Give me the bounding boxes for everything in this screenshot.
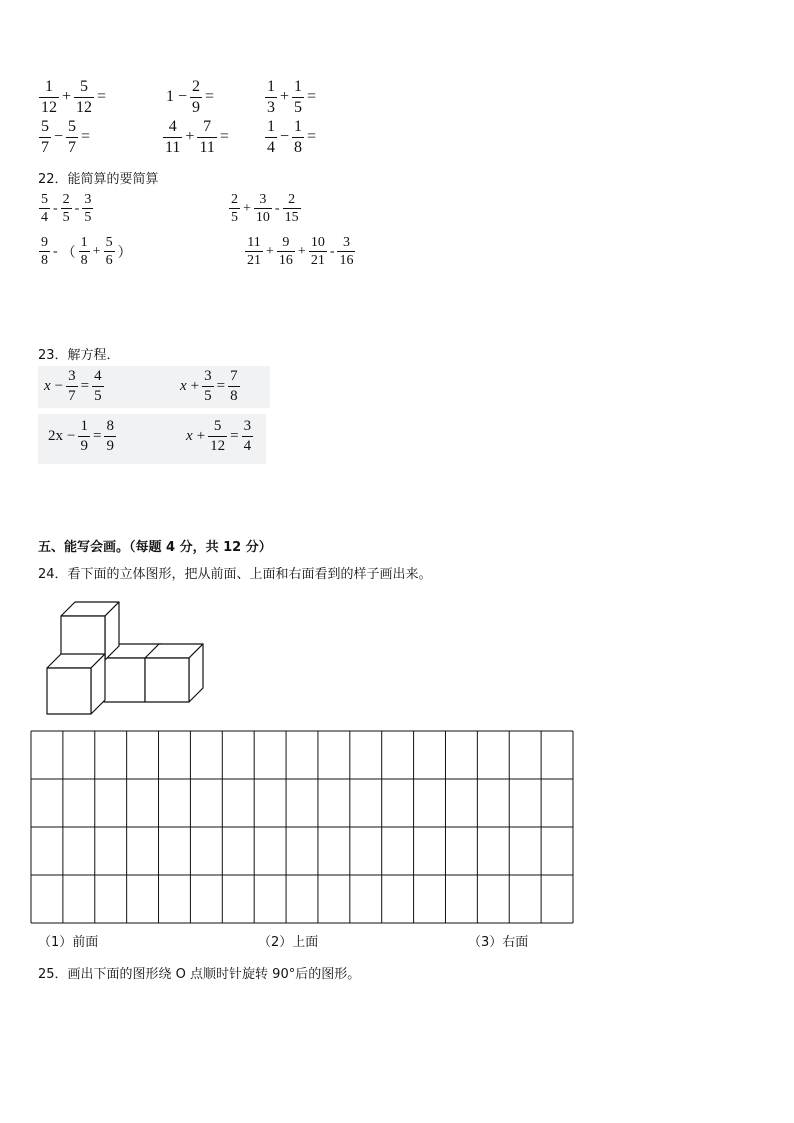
q22-expr-1: $\frac{5}{4}$ - $\frac{2}{5}$ - $\frac{3}{5}$ (41, 192, 92, 226)
q23-equation-1: x − $\frac{3}{7}$ = $\frac{4}{5}$ (44, 368, 102, 404)
fraction: $\frac{9}{8}$ (41, 235, 48, 269)
fraction: $\frac{4}{5}$ (94, 368, 102, 404)
fraction: $\frac{1}{9}$ (80, 418, 88, 454)
fraction: $\frac{3}{5}$ (204, 368, 212, 404)
caption-right-view: （3）右面 (468, 935, 529, 950)
cube-face (47, 668, 91, 714)
expr-1-3: $\frac{1}{3}$ + $\frac{1}{5}$ = (267, 78, 317, 116)
fraction: $\frac{2}{15}$ (284, 192, 299, 226)
expr-2-3: $\frac{1}{4}$ − $\frac{1}{8}$ = (267, 118, 317, 156)
expr-2-2: $\frac{4}{11}$ + $\frac{7}{11}$ = (165, 118, 229, 156)
q22-expr-4: $\frac{11}{21}$ + $\frac{9}{16}$ + $\frac{10}{21}$ - $\frac{3}{16}$ (247, 235, 354, 269)
cube-figure (40, 598, 210, 720)
fraction: $\frac{8}{9}$ (106, 418, 114, 454)
fraction: $\frac{2}{5}$ (231, 192, 238, 226)
q24-title: 24．看下面的立体图形，把从前面、上面和右面看到的样子画出来。 (38, 567, 432, 582)
fraction: $\frac{3}{4}$ (243, 418, 252, 454)
fraction: $\frac{5}{6}$ (105, 235, 113, 269)
fraction: $\frac{3}{7}$ (68, 368, 76, 404)
fraction: $\frac{10}{21}$ (310, 235, 325, 269)
fraction: $\frac{7}{11}$ (199, 118, 215, 156)
fraction: $\frac{1}{8}$ (294, 118, 303, 156)
expr-1-1: $\frac{1}{12}$ + $\frac{5}{12}$ = (41, 78, 107, 116)
q23-title: 23．解方程． (38, 348, 120, 363)
expr-1-2: 1 − $\frac{2}{9}$ = (166, 78, 215, 116)
q23-equation-4: x + $\frac{5}{12}$ = $\frac{3}{4}$ (186, 418, 252, 454)
fraction: $\frac{5}{7}$ (68, 118, 77, 156)
drawing-grid[interactable] (30, 730, 574, 924)
q22-expr-2: $\frac{2}{5}$ + $\frac{3}{10}$ - $\frac{2}{15}$ (231, 192, 299, 226)
fraction: $\frac{2}{9}$ (192, 78, 201, 116)
fraction: $\frac{1}{4}$ (267, 118, 275, 156)
fraction: $\frac{5}{12}$ (210, 418, 226, 454)
q23-equation-3: 2x − $\frac{1}{9}$ = $\frac{8}{9}$ (48, 418, 114, 454)
fraction: $\frac{5}{4}$ (41, 192, 48, 226)
fraction: $\frac{4}{11}$ (165, 118, 181, 156)
section-5-title: 五、能写会画。（每题 4 分，共 12 分） (38, 540, 272, 555)
fraction: $\frac{9}{16}$ (278, 235, 293, 269)
fraction: $\frac{3}{5}$ (84, 192, 92, 226)
q22-title: 22．能简算的要简算 (38, 172, 159, 187)
fraction: $\frac{1}{5}$ (294, 78, 303, 116)
expr-2-1: $\frac{5}{7}$ − $\frac{5}{7}$ = (41, 118, 91, 156)
fraction: $\frac{1}{8}$ (80, 235, 88, 269)
caption-top-view: （2）上面 (258, 935, 319, 950)
q23-equation-2: x + $\frac{3}{5}$ = $\frac{7}{8}$ (180, 368, 238, 404)
fraction: $\frac{11}{21}$ (247, 235, 261, 269)
fraction: $\frac{7}{8}$ (230, 368, 238, 404)
cube-face (145, 658, 189, 702)
fraction: $\frac{2}{5}$ (62, 192, 70, 226)
fraction: $\frac{3}{10}$ (255, 192, 270, 226)
fraction: $\frac{5}{12}$ (76, 78, 93, 116)
caption-front-view: （1）前面 (38, 935, 99, 950)
fraction: $\frac{1}{12}$ (41, 78, 57, 116)
cube-face (104, 658, 145, 702)
fraction: $\frac{1}{3}$ (267, 78, 275, 116)
fraction: $\frac{3}{16}$ (339, 235, 354, 269)
q25-title: 25．画出下面的图形绕 O 点顺时针旋转 90°后的图形。 (38, 967, 361, 982)
fraction: $\frac{5}{7}$ (41, 118, 49, 156)
q22-expr-3: $\frac{9}{8}$ - （ $\frac{1}{8}$ + $\frac{5}{6}$ ） (41, 235, 132, 269)
